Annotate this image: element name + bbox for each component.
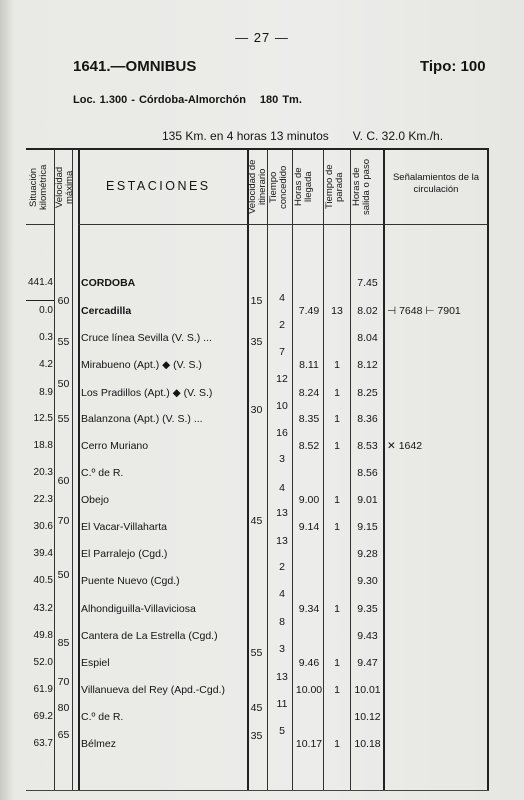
station-row — [81, 440, 247, 452]
departure-time: 9.01 — [357, 494, 378, 506]
arrival-time: 9.00 — [298, 494, 320, 506]
granted-time: 2 — [279, 561, 285, 573]
stop-time: 13 — [331, 305, 343, 317]
max-speed: 70 — [57, 515, 70, 527]
station-name: Alhondiguilla-Villaviciosa — [81, 603, 196, 615]
locomotive-route: Loc. 1.300 - Córdoba-Almorchón — [73, 94, 246, 106]
stop-time: 1 — [334, 521, 340, 533]
stop-time: 1 — [334, 413, 340, 425]
column-divider — [247, 150, 249, 790]
departure-time: 9.28 — [357, 548, 378, 560]
station-name: C.º de R. — [81, 711, 124, 723]
distance-time: 135 Km. en 4 horas 13 minutos — [162, 129, 329, 143]
arrival-time: 7.49 — [298, 305, 320, 317]
station-row — [81, 603, 247, 615]
max-speed: 55 — [57, 336, 70, 348]
km-value: 18.8 — [33, 440, 53, 451]
station-name: Los Pradillos (Apt.) ◆ (V. S.) — [81, 387, 213, 399]
granted-time: 5 — [279, 725, 285, 737]
timetable-table — [26, 148, 489, 791]
station-row — [81, 630, 247, 642]
station-row — [81, 332, 247, 344]
km-value: 49.8 — [33, 630, 53, 641]
max-speed: 55 — [57, 413, 70, 425]
stop-time: 1 — [334, 738, 340, 750]
column-divider — [78, 150, 80, 790]
departure-time: 10.18 — [354, 738, 381, 750]
km-value: 63.7 — [33, 738, 53, 749]
station-row — [81, 575, 247, 587]
granted-time: 12 — [276, 373, 288, 385]
station-name: Cantera de La Estrella (Cgd.) — [81, 630, 218, 642]
station-row — [81, 494, 247, 506]
tonnage: 180 Tm. — [259, 94, 302, 106]
station-row — [81, 387, 247, 399]
granted-time: 13 — [276, 507, 288, 519]
stop-time: 1 — [334, 684, 340, 696]
max-speed: 70 — [57, 676, 70, 688]
km-value: 0.0 — [39, 305, 53, 316]
arrival-time: 8.35 — [298, 413, 320, 425]
departure-time: 8.04 — [357, 332, 378, 344]
column-divider — [267, 150, 268, 790]
station-row — [81, 711, 247, 723]
station-row — [81, 548, 247, 560]
km-value: 20.3 — [33, 467, 53, 478]
header-rule — [26, 224, 54, 225]
stop-time: 1 — [334, 603, 340, 615]
station-row — [81, 684, 247, 696]
granted-time: 13 — [276, 535, 288, 547]
stop-time: 1 — [334, 359, 340, 371]
column-divider — [72, 150, 73, 790]
itinerary-speed: 35 — [250, 730, 263, 742]
station-name: CORDOBA — [81, 277, 136, 289]
km-value: 12.5 — [33, 413, 53, 424]
itinerary-speed: 30 — [250, 404, 263, 416]
station-name: Puente Nuevo (Cgd.) — [81, 575, 180, 587]
station-name: El Parralejo (Cgd.) — [81, 548, 168, 560]
departure-time: 9.43 — [357, 630, 378, 642]
commercial-speed: V. C. 32.0 Km./h. — [352, 129, 444, 143]
station-row — [81, 738, 247, 750]
station-row — [81, 277, 247, 289]
granted-time: 4 — [279, 588, 285, 600]
station-name: Espiel — [81, 657, 110, 669]
itinerary-speed: 45 — [250, 702, 263, 714]
summary-line — [162, 129, 443, 143]
column-divider — [54, 150, 55, 790]
granted-time: 10 — [276, 400, 288, 412]
departure-time: 9.30 — [357, 575, 378, 587]
station-name: El Vacar-Villaharta — [81, 521, 167, 533]
station-name: Mirabueno (Apt.) ◆ (V. S.) — [81, 359, 202, 371]
station-row — [81, 467, 247, 479]
header-tiempo-concedido: Tiempo concedido — [268, 165, 289, 209]
granted-time: 8 — [279, 616, 285, 628]
train-title: 1641.—OMNIBUS — [73, 58, 197, 75]
header-senalamientos: Señalamientos de la circulación — [392, 172, 480, 195]
header-situacion: Situación kilométrica — [28, 164, 49, 210]
departure-time: 9.35 — [357, 603, 378, 615]
max-speed: 50 — [57, 378, 70, 390]
station-name: Bélmez — [81, 738, 117, 750]
km-value: 39.4 — [33, 548, 53, 559]
itinerary-speed: 35 — [250, 336, 263, 348]
arrival-time: 8.52 — [298, 440, 320, 452]
stop-time: 1 — [334, 387, 340, 399]
departure-time: 8.12 — [357, 359, 378, 371]
km-value: 8.9 — [39, 387, 53, 398]
header-velocidad-maxima: Velocidad máxima — [54, 166, 75, 208]
column-divider — [487, 150, 489, 790]
max-speed: 85 — [57, 637, 70, 649]
departure-time: 10.01 — [354, 684, 381, 696]
station-name: C.º de R. — [81, 467, 124, 479]
km-value: 61.9 — [33, 684, 53, 695]
granted-time: 3 — [279, 643, 285, 655]
station-row — [81, 413, 247, 425]
max-speed: 50 — [57, 569, 70, 581]
stop-time: 1 — [334, 494, 340, 506]
header-estaciones: ESTACIONES — [106, 179, 211, 193]
header-tiempo-parada: Tiempo de parada — [324, 164, 345, 210]
station-name: Cruce línea Sevilla (V. S.) ... — [81, 332, 212, 344]
km-value: 43.2 — [33, 603, 53, 614]
km-value: 69.2 — [33, 711, 53, 722]
station-row — [81, 359, 247, 371]
station-name: Cercadilla — [81, 305, 132, 317]
itinerary-speed: 45 — [250, 515, 263, 527]
km-value: 22.3 — [33, 494, 53, 505]
station-name: Balanzona (Apt.) (V. S.) ... — [81, 413, 203, 425]
locomotive-line — [73, 94, 302, 106]
departure-time: 7.45 — [357, 277, 378, 289]
granted-time: 4 — [279, 292, 285, 304]
arrival-time: 10.17 — [295, 738, 323, 750]
station-row — [81, 521, 247, 533]
granted-time: 16 — [276, 427, 288, 439]
arrival-time: 8.11 — [299, 359, 319, 371]
station-name: Cerro Muriano — [81, 440, 149, 452]
departure-time: 9.47 — [357, 657, 378, 669]
station-row — [81, 305, 247, 317]
departure-time: 9.15 — [357, 521, 378, 533]
max-speed: 65 — [57, 729, 70, 741]
granted-time: 11 — [276, 698, 288, 710]
arrival-time: 9.34 — [298, 603, 320, 615]
departure-time: 8.53 — [357, 440, 378, 452]
departure-time: 8.36 — [357, 413, 378, 425]
signal-note: ⊣ 7648 ⊢ 7901 — [387, 305, 461, 317]
header-rule — [78, 224, 488, 225]
header-horas-salida: Horas de salida o paso — [351, 159, 372, 215]
departure-time: 8.02 — [357, 305, 378, 317]
stop-time: 1 — [334, 657, 340, 669]
max-speed: 80 — [57, 702, 70, 714]
granted-time: 13 — [276, 671, 288, 683]
signal-note: ✕ 1642 — [387, 440, 423, 452]
departure-time: 8.25 — [357, 387, 378, 399]
km-value: 52.0 — [33, 657, 53, 668]
arrival-time: 9.46 — [298, 657, 320, 669]
itinerary-speed: 15 — [250, 295, 263, 307]
origin-rule — [26, 300, 54, 301]
station-row — [81, 657, 247, 669]
station-name: Villanueva del Rey (Apd.-Cgd.) — [81, 684, 225, 696]
km-value: 0.3 — [39, 332, 53, 343]
max-speed: 60 — [57, 475, 70, 487]
header-velocidad-itinerario: Velocidad de itinerario — [247, 159, 268, 215]
header-horas-llegada: Horas de llegada — [293, 167, 314, 207]
stop-time: 1 — [334, 440, 340, 452]
granted-time: 2 — [279, 319, 285, 331]
km-value: 30.6 — [33, 521, 53, 532]
max-speed: 60 — [57, 295, 70, 307]
km-value: 441.4 — [27, 277, 53, 288]
itinerary-speed: 55 — [250, 647, 263, 659]
granted-time: 3 — [279, 453, 285, 465]
arrival-time: 8.24 — [298, 387, 320, 399]
page-number: — 27 — — [235, 30, 289, 45]
granted-time: 7 — [279, 346, 285, 358]
arrival-time: 10.00 — [295, 684, 323, 696]
departure-time: 10.12 — [354, 711, 381, 723]
km-value: 40.5 — [33, 575, 53, 586]
departure-time: 8.56 — [357, 467, 378, 479]
arrival-time: 9.14 — [298, 521, 320, 533]
granted-time: 4 — [279, 482, 285, 494]
km-value: 4.2 — [39, 359, 53, 370]
station-name: Obejo — [81, 494, 110, 506]
train-type: Tipo: 100 — [420, 58, 486, 75]
